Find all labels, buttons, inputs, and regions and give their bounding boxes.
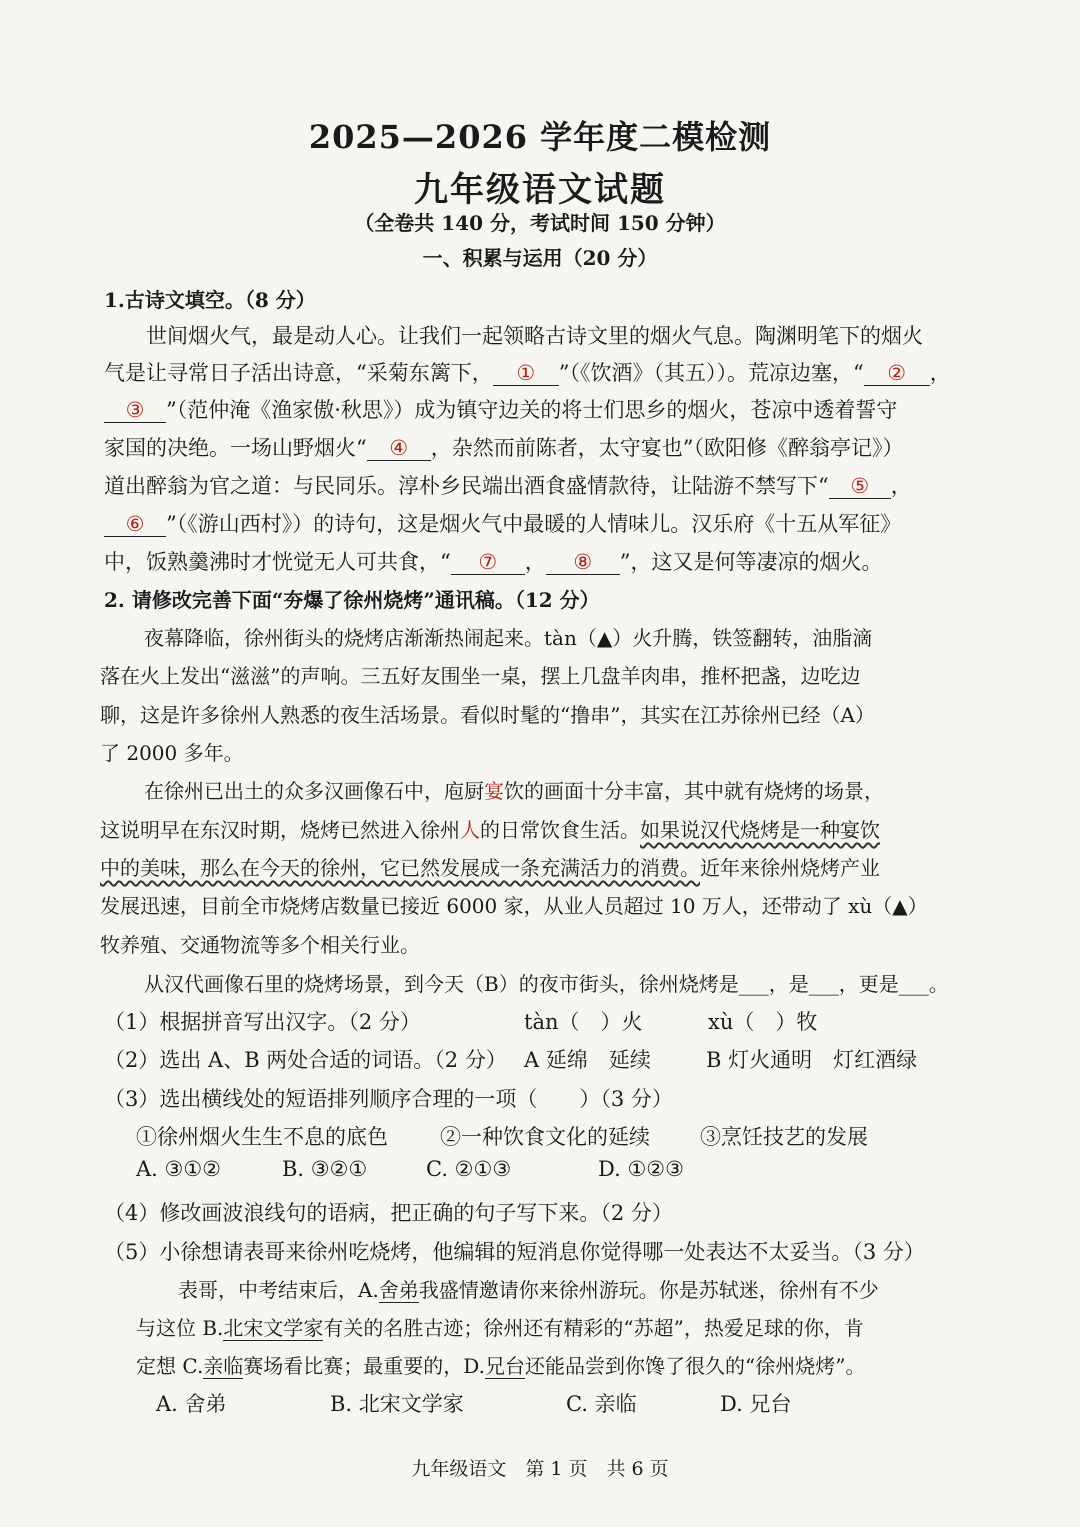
exam-note: （全卷共 140 分，考试时间 150 分钟） [354, 211, 726, 235]
q2-underlined-word: 北宋文学家 [223, 1316, 324, 1340]
q2-message-line [136, 1312, 864, 1341]
page-footer: 九年级语文 第 1 页 共 6 页 [411, 1458, 669, 1480]
q2-line [100, 814, 880, 843]
q2-sub3-option-c[interactable]: C. ②①③ [426, 1157, 512, 1181]
q1-text: ”（《饮酒》（其五））。荒凉边塞，“ [558, 361, 864, 385]
q1-line [104, 432, 903, 462]
q2-sub5-option-c[interactable]: C. 亲临 [566, 1392, 637, 1416]
section-heading: 一、积累与运用（20 分） [422, 246, 658, 270]
q2-line [100, 852, 880, 881]
q2-sub3-item: ③烹饪技艺的发展 [700, 1125, 868, 1149]
q1-text: ， [929, 361, 951, 385]
q2-sub2-a: A 延绵 延续 [524, 1048, 651, 1072]
q2-underlined-word: 亲临 [203, 1354, 244, 1378]
q2-sub3-option-d[interactable]: D. ①②③ [598, 1157, 684, 1181]
q1-text: 家国的决绝。一场山野烟火“ [104, 436, 367, 460]
q1-text: ”，这又是何等凄凉的烟火。 [619, 550, 883, 574]
q1-line [104, 357, 951, 387]
q2-sub1-tan: tàn（ ）火 [524, 1010, 643, 1034]
q2-sub3-item: ②一种饮食文化的延续 [440, 1125, 650, 1149]
q2-text: 有关的名胜古迹；徐州还有精彩的“苏超”，热爱足球的你，肯 [323, 1316, 864, 1340]
q2-line [144, 775, 884, 804]
q2-text: 我盛情邀请你来徐州游玩。你是苏轼迷，徐州有不少 [418, 1278, 879, 1302]
q2-line: 落在火上发出“滋滋”的声响。三五好友围坐一桌，摆上几盘羊肉串，推杯把盏，边吃边 [100, 664, 861, 688]
q2-underlined-word: 兄台 [485, 1354, 525, 1378]
q1-text: ”（范仲淹《渔家傲·秋思》）成为镇守边关的将士们思乡的烟火，苍凉中透着誓守 [166, 398, 898, 422]
q2-sub3: （3）选出横线处的短语排列顺序合理的一项（ ）（3 分） [104, 1087, 673, 1111]
q2-line: 聊，这是许多徐州人熟悉的夜生活场景。看似时髦的“撸串”，其实在江苏徐州已经（A） [100, 703, 875, 727]
q1-line: 世间烟火气，最是动人心。让我们一起领略古诗文里的烟火气息。陶渊明笔下的烟火 [146, 324, 923, 348]
q2-red-char: 人 [460, 818, 480, 842]
q2-sub5: （5）小徐想请表哥来徐州吃烧烤，他编辑的短消息你觉得哪一处表达不太妥当。（3 分） [104, 1240, 925, 1264]
q2-sub1: （1）根据拼音写出汉字。（2 分） [104, 1010, 421, 1034]
q2-text: 赛场看比赛；最重要的，D. [243, 1354, 485, 1378]
q2-underlined-word: 舍弟 [378, 1278, 419, 1302]
q1-blank-4[interactable]: ④ [367, 436, 431, 461]
q2-text: 还能品尝到你馋了很久的“徐州烧烤”。 [525, 1354, 866, 1378]
q2-line: 了 2000 多年。 [100, 741, 244, 765]
q2-sub2: （2）选出 A、B 两处合适的词语。（2 分） [104, 1048, 507, 1072]
q2-line: 从汉代画像石里的烧烤场景，到今天（B）的夜市街头，徐州烧烤是___，是___，更是___。 [144, 972, 949, 996]
q1-blank-3[interactable]: ③ [104, 398, 166, 423]
q1-line [104, 508, 901, 538]
q2-sub3-item: ①徐州烟火生生不息的底色 [136, 1125, 388, 1149]
q2-text: 这说明早在东汉时期，烧烤已然进入徐州 [100, 818, 460, 842]
q2-sub2-b: B 灯火通明 灯红酒绿 [706, 1048, 918, 1072]
q1-text: 道出醉翁为官之道：与民同乐。淳朴乡民端出酒食盛情款待，让陆游不禁写下“ [104, 474, 829, 498]
q1-blank-6[interactable]: ⑥ [104, 512, 166, 537]
q2-text: 的日常饮食生活。 [480, 818, 640, 842]
q2-line: 发展迅速，目前全市烧烤店数量已接近 6000 家，从业人员超过 10 万人，还带动了 xù（▲） [100, 894, 928, 918]
q2-sub5-option-d[interactable]: D. 兄台 [720, 1392, 792, 1416]
q2-heading: 2. 请修改完善下面“夯爆了徐州烧烤”通讯稿。（12 分） [104, 588, 600, 612]
q2-message-line [136, 1350, 865, 1379]
q2-sub3-option-b[interactable]: B. ③②① [282, 1157, 368, 1181]
q1-heading: 1.古诗文填空。（8 分） [104, 288, 316, 312]
q2-text: 定想 C. [136, 1354, 204, 1378]
q1-text: ， [890, 474, 912, 498]
q2-text: 与这位 B. [136, 1316, 224, 1340]
q1-line [104, 394, 897, 424]
q1-text: ， [524, 550, 546, 574]
q1-text: ，杂然而前陈者，太守宴也”（欧阳修《醉翁亭记》） [430, 436, 904, 460]
q2-text: 近年来徐州烧烤产业 [700, 856, 880, 880]
exam-subtitle: 九年级语文试题 [414, 170, 666, 210]
q1-text: ”（《游山西村》）的诗句，这是烟火气中最暖的人情味儿。汉乐府《十五从军征》 [166, 512, 902, 536]
q2-sub3-option-a[interactable]: A. ③①② [136, 1157, 221, 1181]
q2-wavy-sentence: 中的美味，那么在今天的徐州，它已然发展成一条充满活力的消费。 [100, 856, 700, 880]
q2-line: 牧养殖、交通物流等多个相关行业。 [100, 933, 420, 957]
q2-red-char: 宴 [484, 779, 504, 803]
q1-blank-7[interactable]: ⑦ [451, 550, 525, 575]
q1-blank-2[interactable]: ② [864, 361, 930, 386]
q2-sub5-option-a[interactable]: A. 舍弟 [156, 1392, 227, 1416]
q1-blank-5[interactable]: ⑤ [829, 474, 891, 499]
q2-sub1-xu: xù（ ）牧 [708, 1010, 818, 1034]
q2-text: 饮的画面十分丰富，其中就有烧烤的场景， [504, 779, 884, 803]
q1-text: 中，饭熟羹沸时才恍觉无人可共食，“ [104, 550, 451, 574]
q2-text: 在徐州已出土的众多汉画像石中，庖厨 [144, 779, 484, 803]
q1-blank-1[interactable]: ① [493, 361, 559, 386]
q2-line: 夜幕降临，徐州街头的烧烤店渐渐热闹起来。tàn（▲）火升腾，铁签翻转，油脂滴 [144, 626, 873, 650]
q2-sub5-option-b[interactable]: B. 北宋文学家 [330, 1392, 464, 1416]
q2-message-line [178, 1274, 879, 1303]
q2-sub4: （4）修改画波浪线句的语病，把正确的句子写下来。（2 分） [104, 1201, 673, 1225]
q1-text: 气是让寻常日子活出诗意，“采菊东篱下， [104, 361, 493, 385]
q1-line [104, 470, 912, 500]
exam-title: 2025—2026 学年度二模检测 [308, 118, 772, 156]
q1-blank-8[interactable]: ⑧ [546, 550, 620, 575]
q1-line [104, 546, 882, 576]
q2-wavy-sentence: 如果说汉代烧烤是一种宴饮 [640, 818, 880, 842]
q2-text: 表哥，中考结束后，A. [178, 1278, 379, 1302]
